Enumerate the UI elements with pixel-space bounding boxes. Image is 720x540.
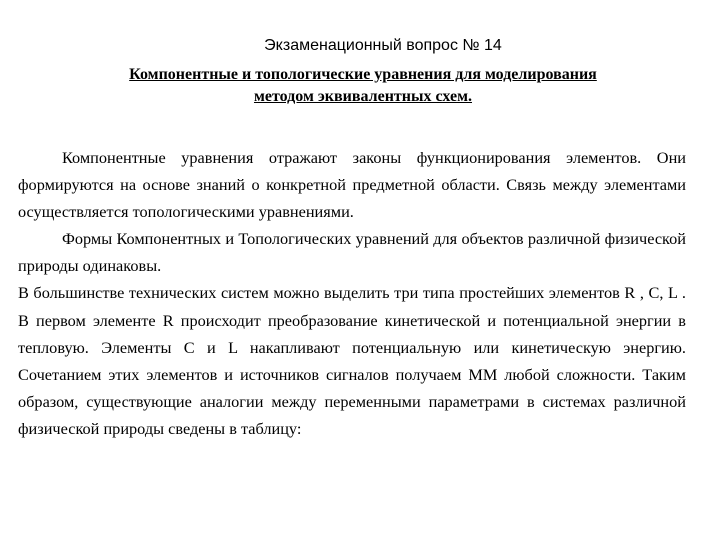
paragraph-element-types: В большинстве технических систем можно выделить три типа простейших элементов R , C, L . В первом элементе R происходит преобразование кинетической и потенциальной энергии в тепловую. Элементы C и L накапливают потенциальную или кинетическую энергию. Сочетанием этих элементов и источников сигналов получаем ММ любой сложности. Таким образом, существующие аналогии между переменными параметрами в системах различной физической природы сведены в таблицу: — [18, 283, 686, 438]
topic-heading-line-1: Компонентные и топологические уравнения для моделирования — [129, 66, 597, 83]
topic-heading — [0, 64, 720, 108]
body-text — [18, 144, 686, 442]
paragraph-equation-forms: Формы Компонентных и Топологических уравнений для объектов различной физической природы одинаковы. — [18, 229, 686, 276]
exam-question-title: Экзаменационный вопрос № 14 — [264, 37, 502, 54]
paragraph-component-equations: Компонентные уравнения отражают законы функционирования элементов. Они формируются на основе знаний о конкретной предметной области. Связь между элементами осуществляется топологическими уравнениями. — [18, 148, 686, 222]
topic-heading-line-2: методом эквивалентных схем. — [253, 88, 472, 105]
